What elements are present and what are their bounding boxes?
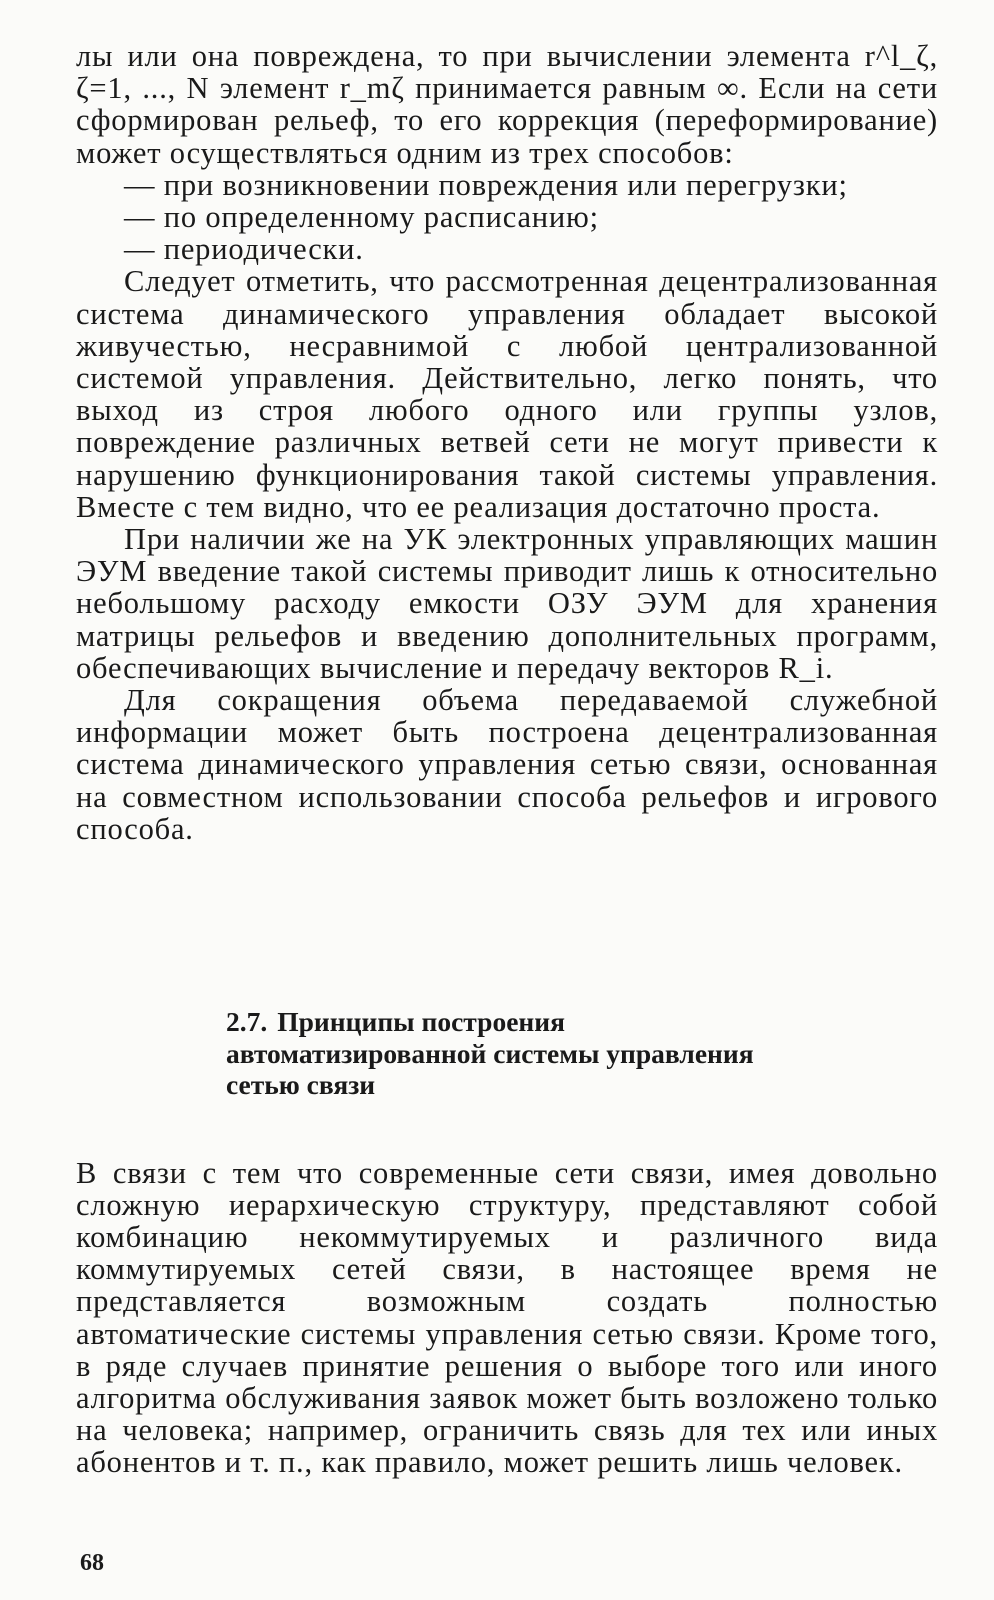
list-item: — по определенному расписанию; (124, 200, 599, 235)
list-item: — при возникновении повреждения или перегрузки; (124, 167, 848, 202)
paragraph: Следует отметить, что рассмотренная децентрализованная система динамического управления обладает высокой живучестью, несравнимой с любой централизованной системой управления. Действительно, легко понять, что выход из строя любого одного или группы узлов, повреждение различных ветвей сети не могут привести к нарушению функционирования такой системы управления. Вместе с тем видно, что ее реализация достаточно проста. (76, 264, 938, 524)
heading-line-3: сетью связи (226, 1069, 376, 1100)
list-item: — периодически. (124, 232, 364, 267)
section-number: 2.7. (226, 1006, 268, 1037)
heading-line-2: автоматизированной системы управления (226, 1037, 754, 1069)
heading-line-1 (226, 1006, 926, 1038)
paragraph: Для сокращения объема передаваемой служебной информации может быть построена децентрализованная система динамического управления сетью связи, основанная на совместном использовании способа рельефов и игрового способа. (76, 683, 938, 846)
text-block-upper (76, 40, 938, 845)
paragraph: При наличии же на УК электронных управляющих машин ЭУМ введение такой системы приводит лишь к относительно небольшому расходу емкости ОЗУ ЭУМ для хранения матрицы рельефов и введению дополнительных программ, обеспечивающих вычисление и передачу векторов R_i. (76, 522, 938, 685)
heading-text: Принципы построения (277, 1006, 565, 1037)
paragraph: В связи с тем что современные сети связи, имея довольно сложную иерархическую структуру, представляют собой комбинацию некоммутируемых и различного вида коммутируемых сетей связи, в настоящее время не представляется возможным создать полностью автоматические системы управления сетью связи. Кроме того, в ряде случаев принятие решения о выборе того или иного алгоритма обслуживания заявок может быть возложено только на человека; например, ограничить связь для тех или иных абонентов и т. п., как правило, может решить лишь человек. (76, 1155, 938, 1480)
page-number: 68 (80, 1550, 104, 1576)
paragraph-continuation: лы или она повреждена, то при вычислении элемента r^l_ζ, ζ=1, ..., N элемент r_mζ принимается равным ∞. Если на сети сформирован рельеф, то его коррекция (переформирование) может осуществляться одним из трех способов: (76, 39, 938, 170)
section-heading (226, 1006, 926, 1101)
